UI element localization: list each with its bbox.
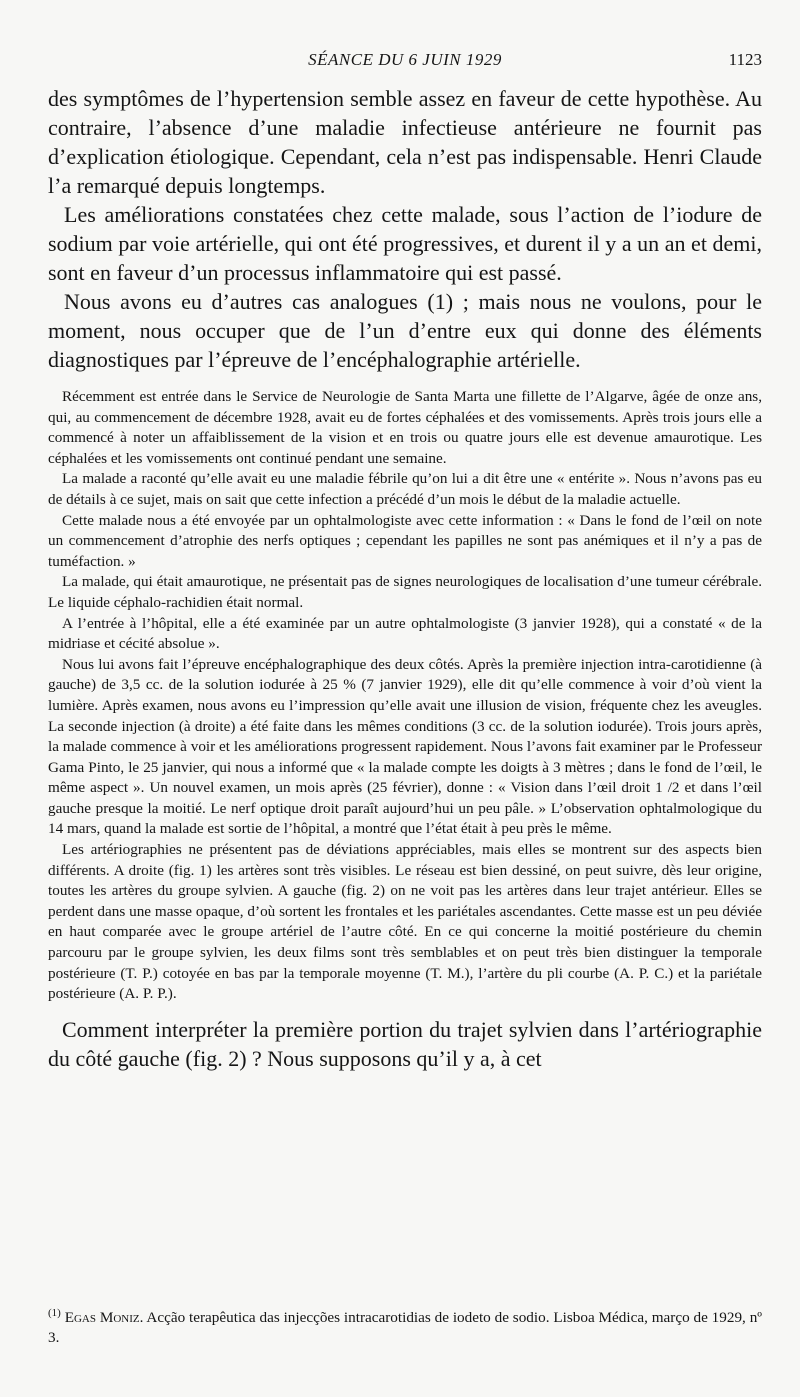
case-paragraph: La malade a raconté qu’elle avait eu une maladie fébrile qu’on lui a dit être une « entérite ». Nous n’avons pas eu de détails à ce sujet, mais on sait que cette infection a précédé d’un mois le début de la maladie actuelle.	[48, 470, 762, 508]
paragraph: des symptômes de l’hypertension semble assez en faveur de cette hypothèse. Au contraire, l’absence d’une maladie infectieuse antérieure ne fournit pas d’explication étiologique. Cependant, cela n’est pas indispensable. Henri Claude l’a remarqué depuis longtemps.	[48, 86, 762, 198]
closing-text-block	[48, 1015, 762, 1073]
paragraph: Nous avons eu d’autres cas analogues (1) ; mais nous ne voulons, pour le moment, nous occuper que de l’un d’entre eux qui donne des éléments diagnostiques par l’épreuve de l’encéphalographie artérielle.	[48, 289, 762, 372]
case-report	[48, 387, 762, 1005]
case-paragraph: Les artériographies ne présentent pas de déviations appréciables, mais elles se montrent sur des aspects bien différents. A droite (fig. 1) les artères sont très visibles. Le réseau est bien dessiné, on peut suivre, dès leur origine, toutes les artères du groupe sylvien. A gauche (fig. 2) on ne voit pas les artères dans leur trajet antérieur. Elles se perdent dans une masse opaque, d’où sortent les frontales et les pariétales ascendantes. Cette masse est un peu déviée en haut comparée avec le groupe artériel de l’autre côté. En ce qui concerne la moitié postérieure du chemin parcouru par le groupe sylvien, les deux films sont très semblables et on peut très bien distinguer la temporale postérieure (T. P.) cotoyée en bas par la temporale moyenne (T. M.), l’artère du pli courbe (A. P. C.) et la pariétale postérieure (A. P. P.).	[48, 841, 762, 1003]
footnote	[48, 1303, 762, 1348]
case-paragraph: Cette malade nous a été envoyée par un ophtalmologiste avec cette information : « Dans le fond de l’œil on note un commencement d’atrophie des nerfs optiques ; cependant les papilles ne sont pas anémiques et il n’y a pas de tuméfaction. »	[48, 511, 762, 570]
case-paragraph: A l’entrée à l’hôpital, elle a été examinée par un autre ophtalmologiste (3 janvier 1928), qui a constaté « de la midriase et cécité absolue ».	[48, 614, 762, 653]
case-paragraph: La malade, qui était amaurotique, ne présentait pas de signes neurologiques de localisation d’une tumeur cérébrale. Le liquide céphalo-rachidien était normal.	[48, 573, 762, 611]
footnote-author: Egas Moniz.	[64, 1309, 144, 1327]
running-head-title: SÉANCE DU 6 JUIN 1929	[308, 50, 502, 69]
running-head	[48, 50, 762, 74]
paragraph: Les améliorations constatées chez cette malade, sous l’action de l’iodure de sodium par voie artérielle, qui ont été progressives, et durent il y a un an et demi, sont en faveur d’un processus inflammatoire qui est passé.	[48, 202, 762, 285]
page-number: 1123	[728, 50, 762, 69]
case-paragraph: Récemment est entrée dans le Service de Neurologie de Santa Marta une fillette de l’Algarve, âgée de onze ans, qui, au commencement de décembre 1928, avait eu de fortes céphalées et des vomissements. Après trois jours elle a commencé à noter un affaiblissement de la vision et en trois ou quatre jours elle est devenue amaurotique. Les céphalées et les vomissements ont continué pendant une semaine.	[48, 388, 762, 467]
footnote-marker: (1)	[48, 1307, 61, 1319]
large-text-block	[48, 84, 762, 374]
case-paragraph: Nous lui avons fait l’épreuve encéphalographique des deux côtés. Après la première injection intra-carotidienne (à gauche) de 3,5 cc. de la solution iodurée à 25 % (7 janvier 1929), elle dit qu’elle commence à voir d’où vient la lumière. Après examen, nous avons eu l’impression qu’elle avait une illusion de vision, fréquente chez les aveugles. La seconde injection (à droite) a été faite dans les mêmes conditions (3 cc. de la solution iodurée). Trois jours après, la malade commence à voir et les améliorations progressent rapidement. Nous l’avons fait examiner par le Professeur Gama Pinto, le 25 janvier, qui nous a informé que « la malade compte les doigts à 3 mètres ; dans le fond de l’œil, le même aspect ». Un nouvel examen, un mois après (25 février), donne : « Vision dans l’œil droit 1 /2 et dans l’œil gauche presque la moitié. Le nerf optique droit paraît aujourd’hui un peu pâle. » L’observation ophtalmologique du 14 mars, quand la malade est sortie de l’hôpital, a montré que l’état était à peu près le même.	[48, 655, 762, 838]
footnote-text: Acção terapêutica das injecções intracarotidias de iodeto de sodio. Lisboa Médica, março de 1929, nº 3.	[48, 1309, 763, 1347]
paragraph: Comment interpréter la première portion du trajet sylvien dans l’artériographie du côté gauche (fig. 2) ? Nous supposons qu’il y a, à cet	[48, 1016, 762, 1071]
body-text	[48, 84, 762, 1073]
